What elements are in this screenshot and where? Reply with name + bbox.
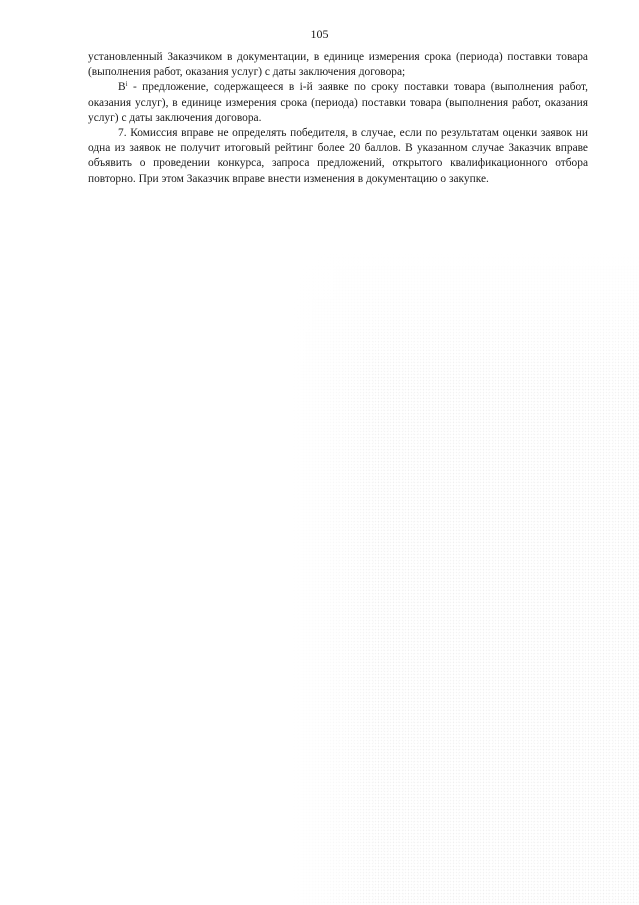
document-body xyxy=(88,50,588,187)
definition-symbol: B xyxy=(118,81,126,94)
page-number: 105 xyxy=(310,27,329,41)
paragraph-clause-7: 7. Комиссия вправе не определять победителя, в случае, если по результатам оценки заявок ни одна из заявок не получит итоговый рейтинг более 20 баллов. В указанном случае Заказчик вправе объявить о проведении конкурса, запроса предложений, открытого квалификационного отбора повторно. При этом Заказчик вправе внести изменения в документацию о закупке. xyxy=(88,127,588,185)
paragraph-definition xyxy=(88,80,588,126)
definition-text: - предложение, содержащееся в i-й заявке по сроку поставки товара (выполнения работ, оказания услуг), в единице измерения срока (периода) поставки товара (выполнения работ, оказания услуг) с даты заключения договора. xyxy=(88,81,588,124)
paragraph-continuation: установленный Заказчиком в документации, в единице измерения срока (периода) поставки товара (выполнения работ, оказания услуг) с даты заключения договора; xyxy=(88,51,588,79)
scan-noise-fade xyxy=(290,250,639,905)
definition-superscript: i xyxy=(125,80,128,89)
